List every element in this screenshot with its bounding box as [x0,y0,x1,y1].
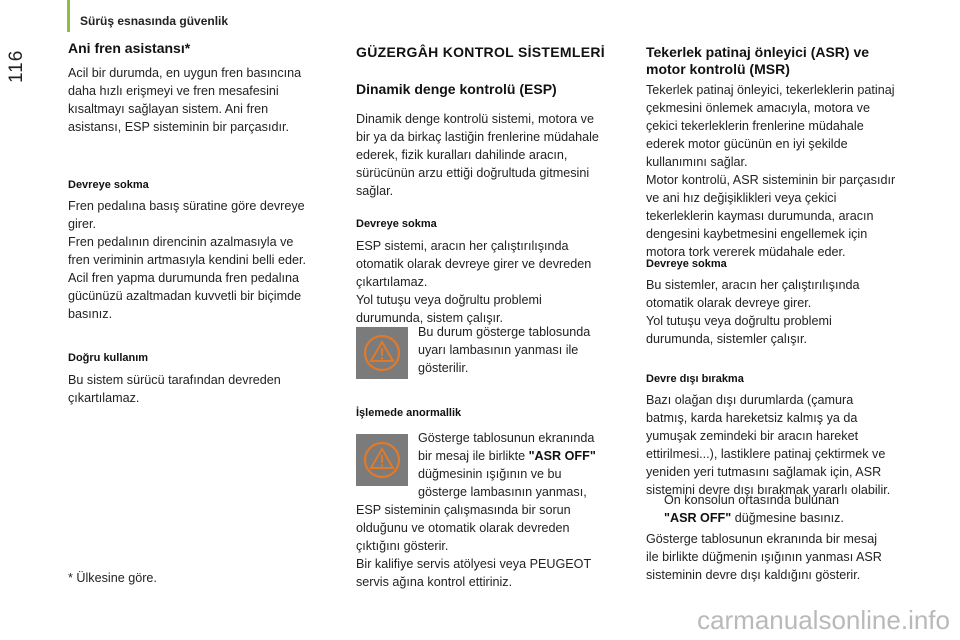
deactivation-text: Bazı olağan dışı durumlarda (çamura batmış, karda hareketsiz kalmış ya da yumuşak zemindeki bir aracın hareket ettirilmesi...), lastiklere patinaj çektirmek ve yeniden yeri tutmasını sağlamak için, ASR sistemini devre dışı bırakmak yararlı olabilir. [646,393,891,497]
esp-activation-heading: Devreye sokma [356,218,437,230]
activation-text: Fren pedalına basış süratine göre devreye girer. Fren pedalının direncinin azalmasıyla ve fren veriminin artmasıyla kendini belli eder. Acil fren yapma durumunda fren pedalına gücünüzü azaltmadan kuvvetli bir biçimde basınız. [68,199,306,321]
warning-lamp-text: Bu durum gösterge tablosunda uyarı lambasının yanması ile gösterilir. [418,325,591,375]
esp-subtitle: Dinamik denge kontrolü (ESP) [356,81,557,97]
malfunction-warning-text: Gösterge tablosunun ekranında bir mesaj ile birlikte "ASR OFF" düğmesinin ışığının ve bu gösterge lambasının yanması, [418,431,596,499]
trajectory-control-title: GÜZERGÂH KONTROL SİSTEMLERİ [356,44,605,60]
asr-activation-heading: Devreye sokma [646,258,727,270]
asr-intro: Tekerlek patinaj önleyici, tekerleklerin patinaj çekmesini önlemek amacıyla, motora ve çekici tekerleklerin frenlerine müdahale ederek motor gücünün en iyi şekilde kullanımını sağlar. Motor kontrolü, ASR sisteminin bir parçasıdır ve ani hız değişiklikleri veya çekici tekerleklerin kayması durumunda, aracın dengesini kaybetmesini engellemek için motora tork vererek müdahale eder. [646,83,896,259]
brake-assist-intro: Acil bir durumda, en uygun fren basıncına daha hızlı erişmeyi ve fren mesafesini kısaltmayı sağlayan sistem. Ani fren asistansı, ESP sisteminin bir parçasıdır. [68,66,302,134]
usage-text: Bu sistem sürücü tarafından devreden çıkartılamaz. [68,373,281,405]
malfunction-text: ESP sisteminin çalışmasında bir sorun olduğunu ve otomatik olarak devreden çıktığını gösterir. Bir kalifiye servis atölyesi veya PEUGEOT servis ağına kontrol ettiriniz. [356,503,592,589]
footnote: * Ülkesine göre. [68,571,157,585]
header-accent-bar [67,0,70,32]
malfunction-warning-icon [356,434,408,486]
brake-assist-title: Ani fren asistansı* [68,40,191,56]
asr-title: Tekerlek patinaj önleyici (ASR) ve motor kontrolü (MSR) [646,44,870,77]
asr-activation-text: Bu sistemler, aracın her çalıştırılışında otomatik olarak devreye girer. Yol tutuşu veya doğrultu problemi durumunda, sistemler çalışır. [646,278,860,346]
watermark: carmanualsonline.info [697,605,950,635]
closing-text: Gösterge tablosunun ekranında bir mesaj ile birlikte düğmenin ışığının yanması ASR sisteminin devre dışı kaldığını gösterir. [646,532,882,582]
esp-intro: Dinamik denge kontrolü sistemi, motora ve bir ya da birkaç lastiğin frenlerine müdahale ederek, fizik kuralları dahilinde aracın, sürücünün arzu ettiği doğrultuda gitmesini sağlar. [356,112,599,198]
usage-heading: Doğru kullanım [68,352,149,364]
section-title: Sürüş esnasında güvenlik [80,14,229,28]
deactivation-bullet: Ön konsolun ortasında bulunan "ASR OFF" düğmesine basınız. [664,493,844,525]
warning-lamp-icon [356,327,408,379]
esp-activation-text: ESP sistemi, aracın her çalıştırılışında otomatik olarak devreye girer ve devreden çıkartılamaz. Yol tutuşu veya doğrultu problemi durumunda, sistem çalışır. [356,239,592,325]
page-number: 116 [6,49,27,83]
deactivation-heading: Devre dışı bırakma [646,373,744,385]
malfunction-heading: İşlemede anormallik [356,407,462,419]
activation-heading: Devreye sokma [68,179,149,191]
